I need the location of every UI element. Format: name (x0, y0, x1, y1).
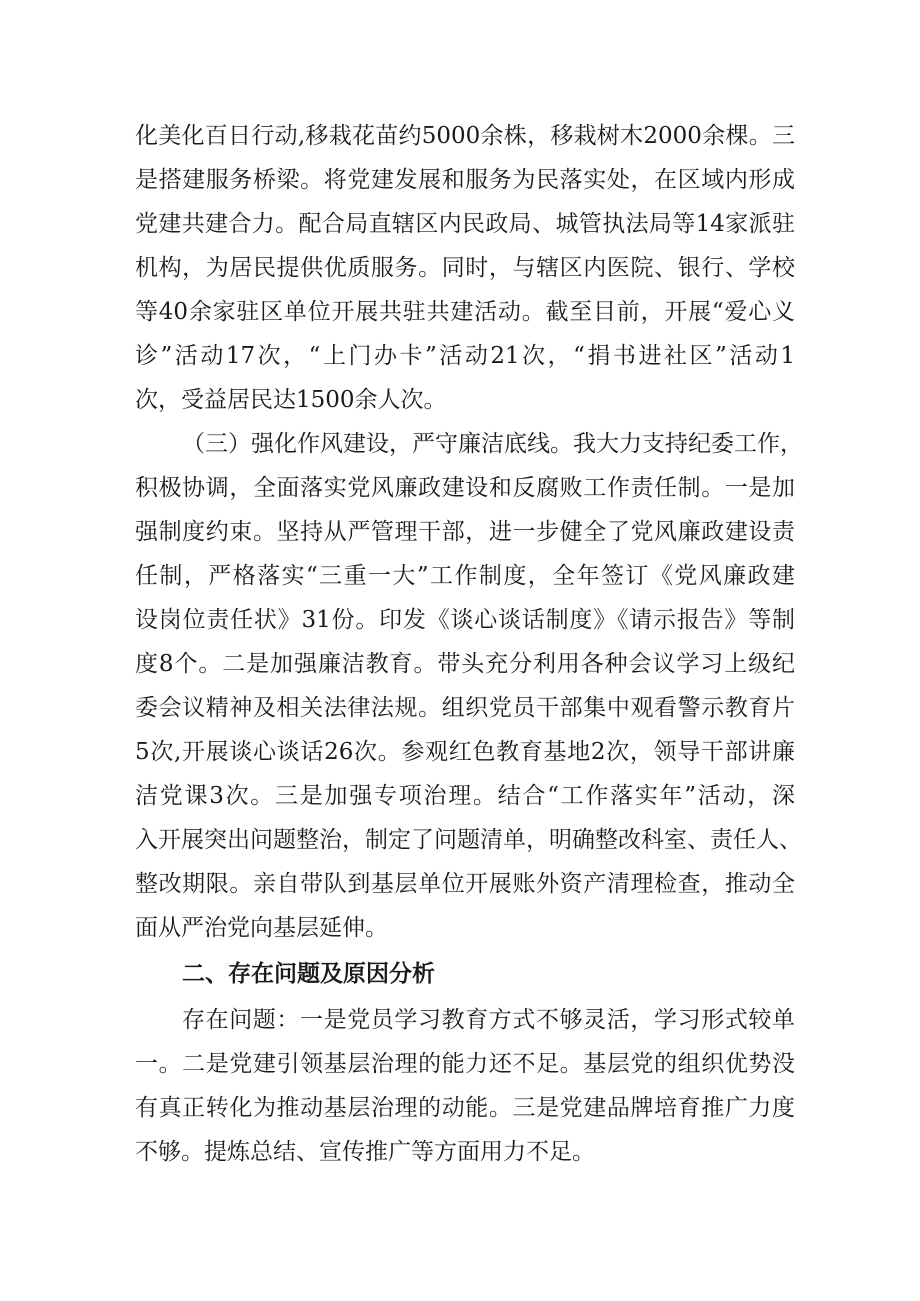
paragraph-line: 是搭建服务桥梁。将党建发展和服务为民落实处，在区域内形成 (135, 167, 795, 193)
paragraph-line: 有真正转化为推动基层治理的动能。三是党建品牌培育推广力度 (135, 1095, 795, 1121)
paragraph-line: 设岗位责任状》31份。印发《谈心谈话制度》《请示报告》等制 (135, 607, 795, 633)
paragraph-line: （三）强化作风建设，严守廉洁底线。我大力支持纪委工作， (182, 431, 803, 457)
paragraph-line: 党建共建合力。配合局直辖区内民政局、城管执法局等14家派驻 (135, 211, 795, 237)
paragraph-line: 委会议精神及相关法律法规。组织党员干部集中观看警示教育片 (135, 695, 795, 721)
paragraph-line: 化美化百日行动,移栽花苗约5000余株，移栽树木2000余棵。三 (135, 123, 795, 149)
paragraph-line: 机构，为居民提供优质服务。同时，与辖区内医院、银行、学校 (135, 255, 795, 281)
paragraph-line: 强制度约束。坚持从严管理干部，进一步健全了党风廉政建设责 (135, 519, 795, 545)
paragraph-line: 整改期限。亲自带队到基层单位开展账外资产清理检查，推动全 (135, 871, 795, 897)
paragraph-line: 5次,开展谈心谈话26次。参观红色教育基地2次，领导干部讲廉 (135, 739, 795, 765)
paragraph-line: 度8个。二是加强廉洁教育。带头充分利用各种会议学习上级纪 (135, 651, 795, 677)
paragraph-line: 次，受益居民达1500余人次。 (135, 387, 447, 413)
paragraph-line: 入开展突出问题整治，制定了问题清单，明确整改科室、责任人、 (135, 827, 802, 853)
paragraph-line: 积极协调，全面落实党风廉政建设和反腐败工作责任制。一是加 (135, 475, 795, 501)
paragraph-line: 任制，严格落实“三重一大”工作制度，全年签订《党风廉政建 (135, 563, 795, 589)
section-heading: 二、存在问题及原因分析 (182, 961, 435, 987)
paragraph-line: 诊”活动17次，“上门办卡”活动21次，“捐书进社区”活动1 (135, 343, 795, 369)
paragraph-line: 一。二是党建引领基层治理的能力还不足。基层党的组织优势没 (135, 1051, 795, 1077)
paragraph-line: 洁党课3次。三是加强专项治理。结合“工作落实年”活动，深 (135, 783, 795, 809)
paragraph-line: 等40余家驻区单位开展共驻共建活动。截至目前，开展“爱心义 (135, 299, 795, 325)
paragraph-line: 存在问题：一是党员学习教育方式不够灵活，学习形式较单 (182, 1007, 795, 1033)
paragraph-line: 不够。提炼总结、宣传推广等方面用力不足。 (135, 1139, 595, 1165)
paragraph-line: 面从严治党向基层延伸。 (135, 915, 388, 941)
